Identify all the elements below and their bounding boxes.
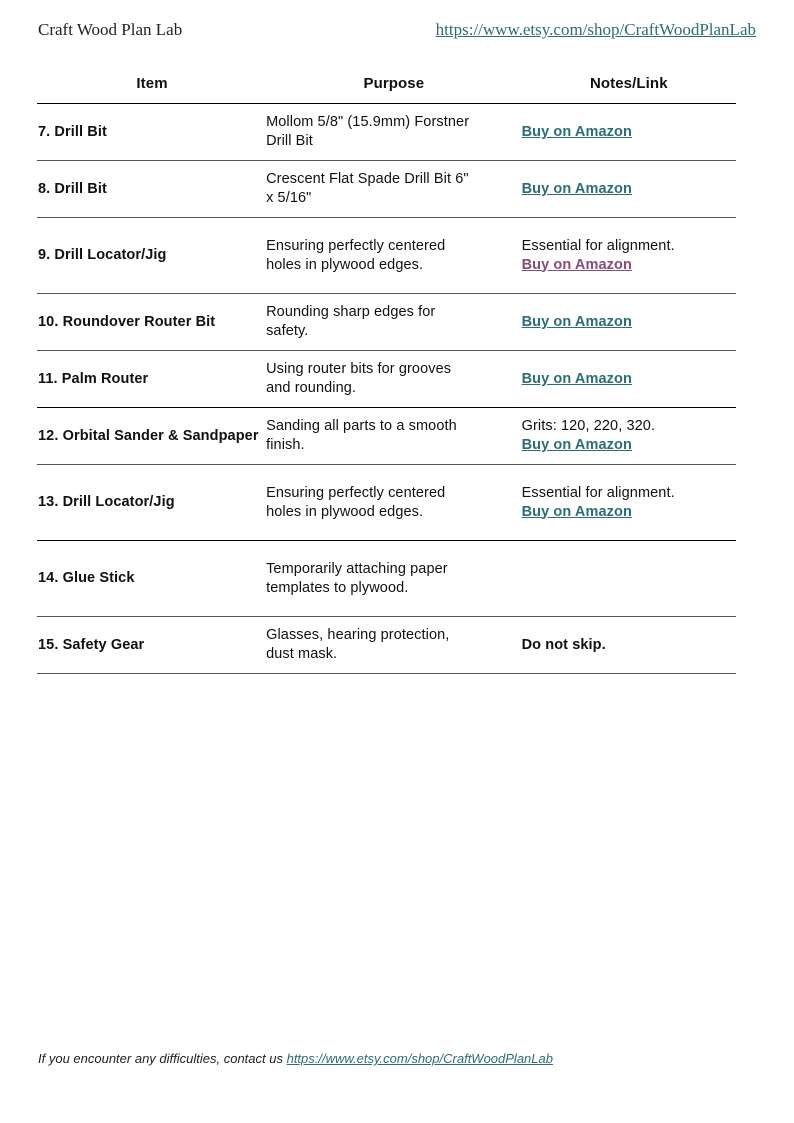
item-cell: 7. Drill Bit xyxy=(37,104,266,161)
purpose-cell: Sanding all parts to a smooth finish. xyxy=(266,408,522,465)
buy-on-amazon-link[interactable]: Buy on Amazon xyxy=(521,313,632,330)
notes-cell xyxy=(522,351,736,408)
purpose-cell: Rounding sharp edges for safety. xyxy=(266,294,522,351)
buy-on-amazon-link[interactable]: Buy on Amazon xyxy=(521,503,632,520)
notes-cell xyxy=(522,104,736,161)
notes-cell xyxy=(522,465,736,541)
table-row xyxy=(37,617,736,674)
purpose-cell: Glasses, hearing protection, dust mask. xyxy=(266,617,522,674)
purpose-cell: Crescent Flat Spade Drill Bit 6" x 5/16" xyxy=(266,161,522,218)
notes-cell xyxy=(522,218,736,294)
shop-name: Craft Wood Plan Lab xyxy=(38,20,183,39)
purpose-cell: Using router bits for grooves and rounding. xyxy=(266,351,522,408)
item-cell: 8. Drill Bit xyxy=(37,161,266,218)
item-cell: 11. Palm Router xyxy=(37,351,266,408)
table-row xyxy=(37,408,736,465)
purpose-cell: Ensuring perfectly centered holes in plywood edges. xyxy=(266,218,522,294)
table-row xyxy=(37,161,736,218)
item-cell: 10. Roundover Router Bit xyxy=(37,294,266,351)
note-text: Grits: 120, 220, 320. xyxy=(521,418,656,435)
tools-table xyxy=(37,66,736,674)
item-cell: 9. Drill Locator/Jig xyxy=(37,218,266,294)
table-row xyxy=(37,351,736,408)
table-header-row xyxy=(37,66,736,104)
column-header-purpose: Purpose xyxy=(266,66,522,104)
item-cell: 15. Safety Gear xyxy=(37,617,266,674)
table-row xyxy=(37,465,736,541)
column-header-notes: Notes/Link xyxy=(522,66,736,104)
note-text: Essential for alignment. xyxy=(521,237,675,254)
column-header-item: Item xyxy=(37,66,266,104)
note-text: Do not skip. xyxy=(521,636,606,653)
table-row xyxy=(37,541,736,617)
shop-link[interactable]: https://www.etsy.com/shop/CraftWoodPlanLab xyxy=(435,20,756,39)
footer-link[interactable]: https://www.etsy.com/shop/CraftWoodPlanLab xyxy=(286,1051,553,1066)
purpose-cell: Mollom 5/8" (15.9mm) Forstner Drill Bit xyxy=(266,104,522,161)
table-row xyxy=(37,218,736,294)
buy-on-amazon-link[interactable]: Buy on Amazon xyxy=(521,123,632,140)
buy-on-amazon-link[interactable]: Buy on Amazon xyxy=(521,370,632,387)
footer-text: If you encounter any difficulties, contact us xyxy=(38,1051,287,1066)
notes-cell xyxy=(522,161,736,218)
note-text: Essential for alignment. xyxy=(521,484,675,501)
notes-cell xyxy=(522,541,736,617)
buy-on-amazon-link[interactable]: Buy on Amazon xyxy=(521,256,632,273)
purpose-cell: Temporarily attaching paper templates to plywood. xyxy=(266,541,522,617)
item-cell: 14. Glue Stick xyxy=(37,541,266,617)
buy-on-amazon-link[interactable]: Buy on Amazon xyxy=(521,180,632,197)
table-row xyxy=(37,294,736,351)
notes-cell xyxy=(522,408,736,465)
notes-cell xyxy=(522,617,736,674)
footer xyxy=(38,1051,553,1066)
purpose-cell: Ensuring perfectly centered holes in plywood edges. xyxy=(266,465,522,541)
buy-on-amazon-link[interactable]: Buy on Amazon xyxy=(521,437,632,453)
notes-cell xyxy=(522,294,736,351)
item-cell: 13. Drill Locator/Jig xyxy=(37,465,266,541)
item-cell: 12. Orbital Sander & Sandpaper xyxy=(37,408,266,465)
table-row xyxy=(37,104,736,161)
